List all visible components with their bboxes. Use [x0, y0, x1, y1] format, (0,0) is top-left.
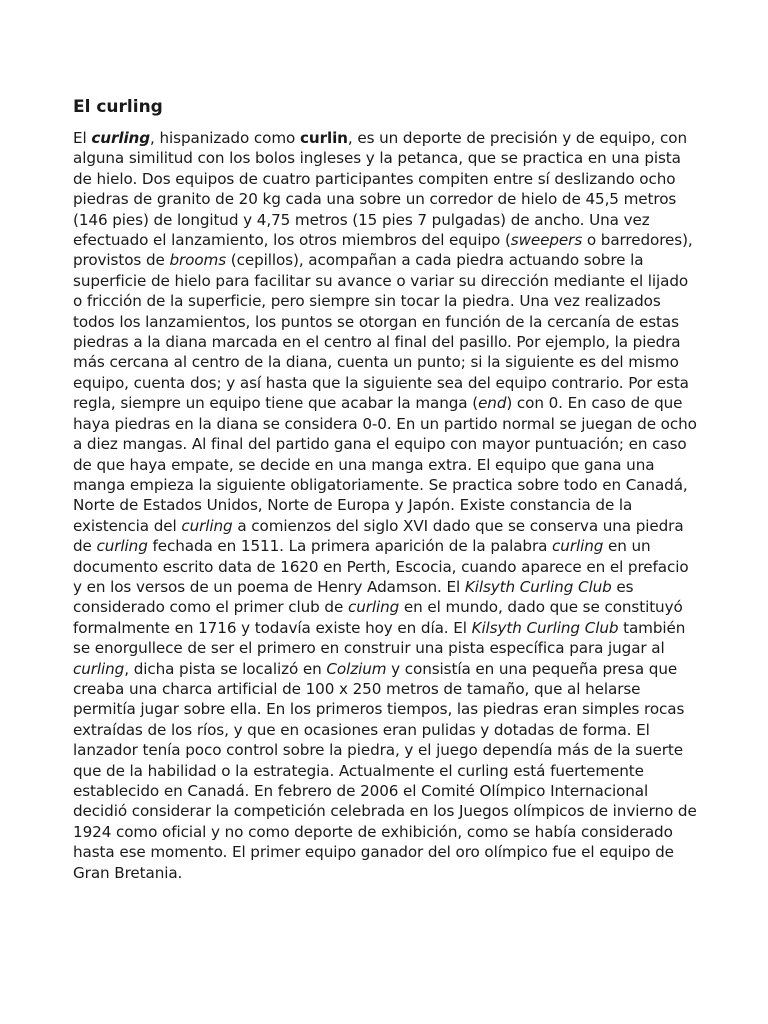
- document-page: [73, 95, 698, 883]
- text-run: , hispanizado como: [150, 129, 300, 147]
- text-run: a comienzos del siglo XVI dado que se conserva una piedra de: [73, 516, 684, 556]
- text-run: ) con 0. En caso de que haya piedras en la diana se considera 0-0. En un partido normal se juegan de ocho a diez mangas. Al final del partido gana el equipo con mayor puntuación; en caso de que haya empate, se decide en una manga extra. El equipo que gana una manga empieza la siguiente obligatoriamente. Se practica sobre todo en Canadá, Norte de Estados Unidos, Norte de Europa y Japón. Existe constancia de la existencia del: [73, 394, 697, 535]
- text-run: fechada en 1511. La primera aparición de la palabra: [147, 537, 553, 556]
- emphasized-text: curlin: [299, 129, 348, 147]
- emphasized-text: curling: [552, 537, 604, 556]
- text-run: también se enorgullece de ser el primero en construir una pista específica para jugar al: [73, 618, 686, 658]
- emphasized-text: brooms: [169, 251, 227, 270]
- emphasized-text: curling: [96, 537, 148, 556]
- text-run: El: [73, 129, 92, 147]
- emphasized-text: curling: [73, 659, 125, 678]
- text-run: o barredores), provistos de: [73, 231, 693, 270]
- text-run: , dicha pista se localizó en: [124, 659, 327, 678]
- text-run: y consistía en una pequeña presa que creaba una charca artificial de 100 x 250 metros de tamaño, que al helarse permitía jugar sobre ella. En los primeros tiempos, las piedras eran simples rocas extraídas de los ríos, y que en ocasiones eran pulidas y dotadas de forma. El lanzador tenía poco control sobre la piedra, y el juego dependía más de la suerte que de la habilidad o la estrategia. Actualmente el curling está fuertemente establecido en Canadá. En febrero de 2006 el Comité Olímpico Internacional decidió considerar la competición celebrada en los Juegos olímpicos de invierno de 1924 como oficial y no como deporte de exhibición, como se había considerado hasta ese momento. El primer equipo ganador del oro olímpico fue el equipo de Gran Bretania.: [73, 659, 697, 882]
- text-run: en el mundo, dado que se constituyó formalmente en 1716 y todavía existe hoy en día. El: [73, 598, 683, 637]
- emphasized-text: curling: [91, 129, 151, 147]
- text-run: en un documento escrito data de 1620 en Perth, Escocia, cuando aparece en el prefacio y en los versos de un poema de Henry Adamson. El: [73, 537, 689, 596]
- document-body: [73, 128, 698, 883]
- document-title: El curling: [73, 97, 163, 117]
- emphasized-text: Kilsyth Curling Club: [464, 577, 612, 596]
- text-run: es considerado como el primer club de: [73, 577, 634, 617]
- emphasized-text: sweepers: [510, 231, 583, 250]
- text-run: , es un deporte de precisión y de equipo, con alguna similitud con los bolos ingleses y la petanca, que se practica en una pista de hielo. Dos equipos de cuatro participantes compiten entre sí deslizando ocho piedras de granito de 20 kg cada una sobre un corredor de hielo de 45,5 metros (146 pies) de longitud y 4,75 metros (15 pies 7 pulgadas) de ancho. Una vez efectuado el lanzamiento, los otros miembros del equipo (: [73, 129, 687, 250]
- emphasized-text: Kilsyth Curling Club: [471, 618, 619, 637]
- text-run: (cepillos), acompañan a cada piedra actuando sobre la superficie de hielo para facilitar su avance o variar su dirección mediante el lijado o fricción de la superficie, pero siempre sin tocar la piedra. Una vez realizados todos los lanzamientos, los puntos se otorgan en función de la cercanía de estas piedras a la diana marcada en el centro al final del pasillo. Por ejemplo, la piedra más cercana al centro de la diana, cuenta un punto; si la siguiente es del mismo equipo, cuenta dos; y así hasta que la siguiente sea del equipo contrario. Por esta regla, siempre un equipo tiene que acabar la manga (: [73, 251, 689, 413]
- emphasized-text: curling: [347, 598, 400, 617]
- emphasized-text: curling: [181, 516, 233, 535]
- emphasized-text: Colzium: [326, 659, 387, 678]
- emphasized-text: end: [478, 394, 507, 413]
